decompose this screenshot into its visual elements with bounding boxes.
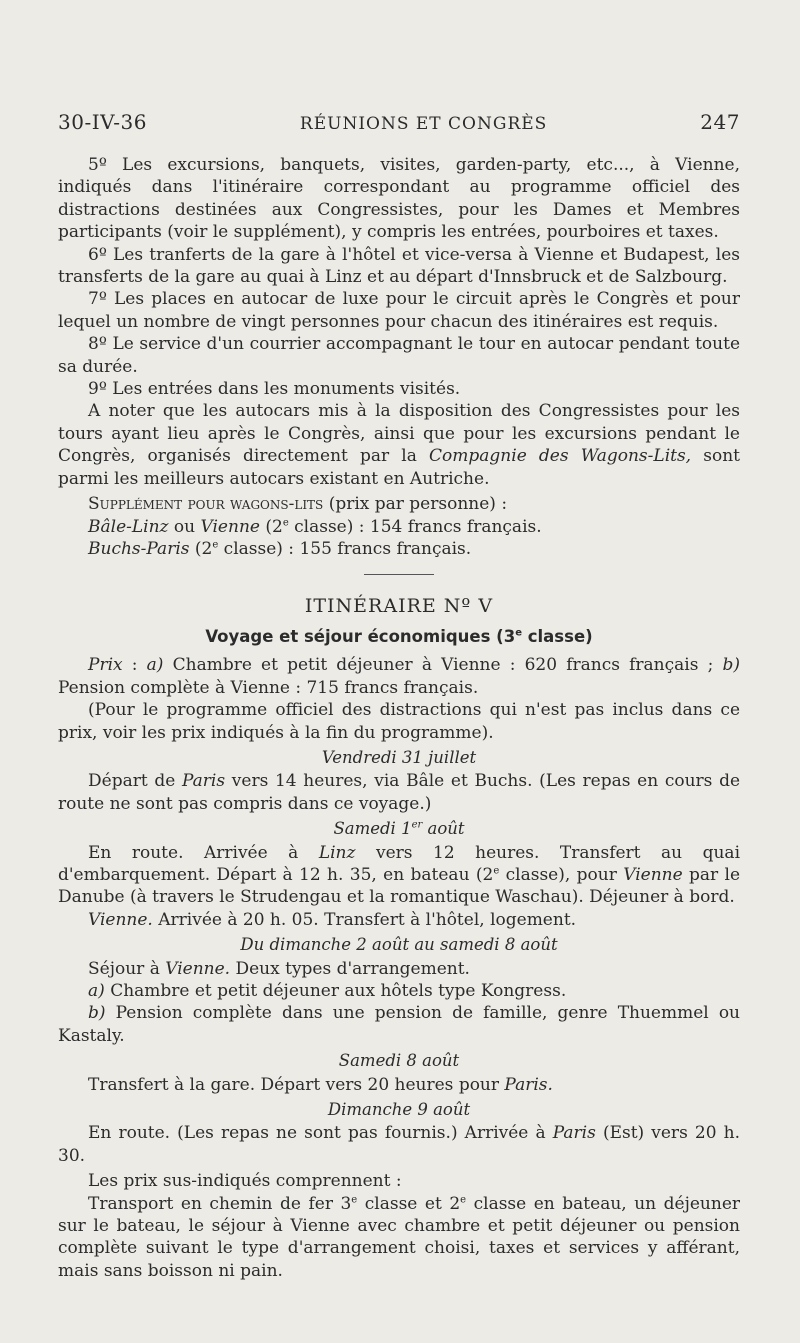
intro-section bbox=[58, 154, 740, 490]
day-heading-3: Du dimanche 2 août au samedi 8 août bbox=[240, 935, 558, 955]
day-heading-4: Samedi 8 août bbox=[338, 1051, 460, 1071]
day-4-text: Transfert à la gare. Départ vers 20 heures pour Paris. bbox=[88, 1074, 553, 1095]
supplement-section bbox=[58, 493, 740, 560]
itinerary-body bbox=[58, 654, 740, 1282]
page-number: 247 bbox=[700, 110, 740, 134]
inclusions-text: Transport en chemin de fer 3e classe et 2e classe en bateau, un déjeuner sur le bateau, le séjour à Vienne avec chambre et petit déjeuner ou pension complète suivant le type d'arrangement choisi, taxes et services y afférant, mais sans boisson ni pain. bbox=[58, 1193, 741, 1281]
item-6: 6º Les tranferts de la gare à l'hôtel et vice-versa à Vienne et Budapest, les transferts de la gare au quai à Linz et au départ d'Innsbruck et de Salzbourg. bbox=[58, 244, 740, 288]
supplement-line-1: Bâle-Linz ou Vienne (2e classe) : 154 francs français. bbox=[88, 516, 542, 537]
supplement-line-2: Buchs-Paris (2e classe) : 155 francs français. bbox=[88, 538, 472, 559]
day-3-option-a: a) Chambre et petit déjeuner aux hôtels type Kongress. bbox=[88, 981, 567, 1001]
inclusions-heading: Les prix sus-indiqués comprennent : bbox=[88, 1171, 402, 1192]
itinerary-subtitle: Voyage et séjour économiques (3e classe) bbox=[205, 627, 593, 647]
item-5: 5º Les excursions, banquets, visites, garden-party, etc..., à Vienne, indiqués dans l'itinéraire correspondant au programme officiel des distractions destinées aux Congressistes, pour les Dames et Membres participants (voir le supplément), y compris les entrées, pourboires et taxes. bbox=[58, 155, 740, 243]
running-header bbox=[58, 110, 740, 134]
supplement-heading: Supplément pour wagons-lits (prix par personne) : bbox=[88, 494, 508, 515]
day-2-text-b: Vienne. Arrivée à 20 h. 05. Transfert à l'hôtel, logement. bbox=[88, 909, 577, 930]
day-1-text: Départ de Paris vers 14 heures, via Bâle et Buchs. (Les repas en cours de route ne sont pas compris dans ce voyage.) bbox=[58, 771, 741, 814]
item-8: 8º Le service d'un courrier accompagnant le tour en autocar pendant toute sa durée. bbox=[58, 334, 740, 377]
day-3-text: Séjour à Vienne. Deux types d'arrangement. bbox=[88, 958, 470, 979]
day-heading-1: Vendredi 31 juillet bbox=[321, 747, 477, 767]
price-note: (Pour le programme officiel des distractions qui n'est pas inclus dans ce prix, voir les prix indiqués à la fin du programme). bbox=[58, 700, 740, 743]
itinerary-title: ITINÉRAIRE Nº V bbox=[304, 595, 494, 618]
day-3-option-b: b) Pension complète dans une pension de famille, genre Thuemmel ou Kastaly. bbox=[58, 1003, 740, 1046]
header-title: RÉUNIONS ET CONGRÈS bbox=[299, 114, 548, 134]
header-date: 30-IV-36 bbox=[58, 110, 147, 134]
section-divider bbox=[364, 574, 434, 575]
day-5-text: En route. (Les repas ne sont pas fournis.) Arrivée à Paris (Est) vers 20 h. 30. bbox=[58, 1123, 740, 1166]
price-paragraph: Prix : a) Chambre et petit déjeuner à Vienne : 620 francs français ; b) Pension complète à Vienne : 715 francs français. bbox=[58, 655, 741, 698]
item-7: 7º Les places en autocar de luxe pour le circuit après le Congrès et pour lequel un nombre de vingt personnes pour chacun des itinéraires est requis. bbox=[58, 289, 741, 332]
item-9: 9º Les entrées dans les monuments visités. bbox=[88, 379, 461, 400]
autocar-note: A noter que les autocars mis à la disposition des Congressistes pour les tours ayant lieu après le Congrès, ainsi que pour les excursions pendant le Congrès, organisés directement par la Compagnie des Wagons-Lits, sont parmi les meilleurs autocars existant en Autriche. bbox=[58, 401, 740, 489]
day-heading-5: Dimanche 9 août bbox=[327, 1100, 471, 1120]
day-heading-2: Samedi 1er août bbox=[333, 819, 465, 839]
day-2-text-a: En route. Arrivée à Linz vers 12 heures. Transfert au quai d'embarquement. Départ à 12 h. 35, en bateau (2e classe), pour Vienne par le Danube (à travers le Strudengau et la romantique Waschau). Déjeuner à bord. bbox=[58, 842, 741, 908]
